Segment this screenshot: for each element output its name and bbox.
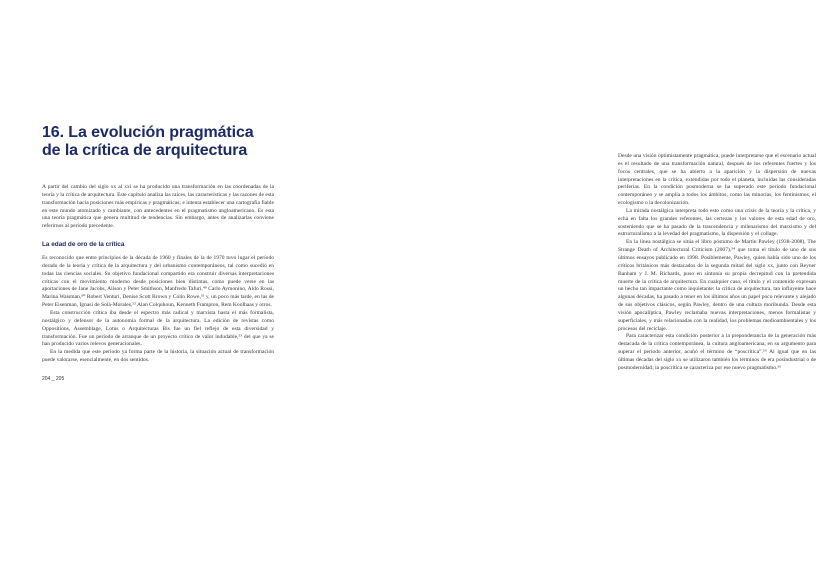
body-paragraph: Esta construcción crítica iba desde el espectro más radical y marxista hasta el más formalista, nostálgico y defensor de la autonomía formal de la arquitectura. La edición de revistas como Oppositions, Assemblage, Lotus o Arquitecturas Bis fue un fiel reflejo de esta diversidad y transformación. Fue un período de arranque de un proyecto crítico de valor indudable,⁵³ del que ya se han producido varios relevos generacionales. — [42, 309, 274, 348]
body-paragraph: Es reconocido que entre principios de la década de 1960 y finales de la de 1970 tuvo lugar el período dorado de la teoría y crítica de la arquitectura y del urbanismo contemporáneos, tal como sucedió en todas las ciencias sociales. Su objetivo fundacional compartido era construir diversas interpretaciones críticas con el movimiento moderno desde posiciones bien distintas, como puede verse en las aportaciones de Jane Jacobs, Alison y Peter Smithson, Manfredo Tafuri,⁴⁹ Carlo Aymonino, Aldo Rossi, Marina Waisman,⁵⁰ Robert Venturi, Denise Scott Brown y Colin Rowe,⁵¹ y, un poco más tarde, en las de Peter Eisenman, Ignasi de Solà-Morales,⁵² Alan Colquhoun, Kenneth Frampton, Rem Koolhaas y otros. — [42, 255, 274, 309]
right-page — [285, 0, 816, 570]
chapter-title — [42, 124, 277, 160]
left-text-column — [42, 184, 274, 365]
body-paragraph: Para caracterizar esta condición posterior a la preponderancia de la generación más destacada de la crítica contemporánea, la cultura angloamericana, en su argumento para superar el período anterior, acuñó el término de “poscrítica”.⁵⁵ Al igual que en las últimas décadas del siglo xx se utilizaron también los términos de era posindustrial o de posmodernidad; la poscrítica se caracteriza por ese nuevo pragmatismo.⁵⁶ — [618, 333, 816, 371]
body-paragraph: En la línea nostálgica se sitúa el libro póstumo de Martin Pawley (1938-2008), The Strange Death of Architectural Criticism (2007),⁵⁴ que toma el título de uno de sus últimos ensayos publicado en 1998. Posiblemente, Pawley, quien había sido uno de los críticos británicos más destacados de la segunda mitad del siglo xx, junto con Reyner Banham y J. M. Richards, puso en sintonía su propia decrepitud con la pretendida muerte de la crítica de arquitectura. En cualquier caso, el título y el contenido expresan un hecho tan impactante como inquietante: la crítica de arquitectura, tan influyente hace algunas décadas, ha pasado a tener en los últimos años un papel poco relevante y alejado de sus objetivos clásicos, según Pawley, dentro de una cultura moribunda. Desde esta visión apocalíptica, Pawley reclamaba nuevas interpretaciones, menos formalistas y superficiales, y más relacionadas con la realidad, los problemas medioambientales y los procesos del reciclaje. — [618, 239, 816, 332]
page-numbers: 204 _ 205 — [42, 376, 65, 382]
body-paragraph: Desde una visión optimistamente pragmática, puede interpretarse que el escenario actual es el resultado de una transformación natural, después de los referentes fuertes y los focos centrales, que se ha abierto a la aparición y la dispersión de nuevas interpretaciones en la crítica, extendidas por todo el planeta, incluidas las consideradas periferias. En la condición posmoderna se ha superado este período fundacional contemporáneo y se amplía a todos los ámbitos, como las minorías, los feminismos, el ecologismo o la decolonización. — [618, 153, 816, 207]
section-heading: La edad de oro de la crítica — [42, 241, 125, 249]
chapter-title-line-1: 16. La evolución pragmática — [42, 124, 254, 141]
body-paragraph: La mirada nostálgica interpreta todo esto como una crisis de la teoría y la crítica, y echa en falta los grandes referentes, las certezas y los valores de esta edad de oro, sosteniendo que se ha pasado de la trascendencia y milenarismo del marxismo y del estructuralismo a la levedad del pragmatismo, la dispersión y el collage. — [618, 207, 816, 238]
chapter-title-line-2: de la crítica de arquitectura — [42, 142, 248, 159]
intro-paragraph: A partir del cambio del siglo xx al xxi se ha producido una transformación en las coordenadas de la teoría y la crítica de arquitectura. Este capítulo analiza las raíces, las características y las razones de esta transformación hacia posiciones más empíricas y pragmáticas; e intenta establecer una cartografía fiable en este mundo atomizado y cambiante, con antecedentes en el pragmatismo angloamericano. Es esta una teoría pragmática que genera multitud de tendencias. Sin embargo, antes de analizarlas conviene referirnos al período precedente. — [42, 184, 274, 230]
right-text-column — [618, 153, 816, 373]
body-paragraph: En la medida que este período ya forma parte de la historia, la situación actual de transformación puede valorarse, esencialmente, en dos sentidos. — [42, 349, 274, 364]
left-page — [0, 0, 285, 570]
